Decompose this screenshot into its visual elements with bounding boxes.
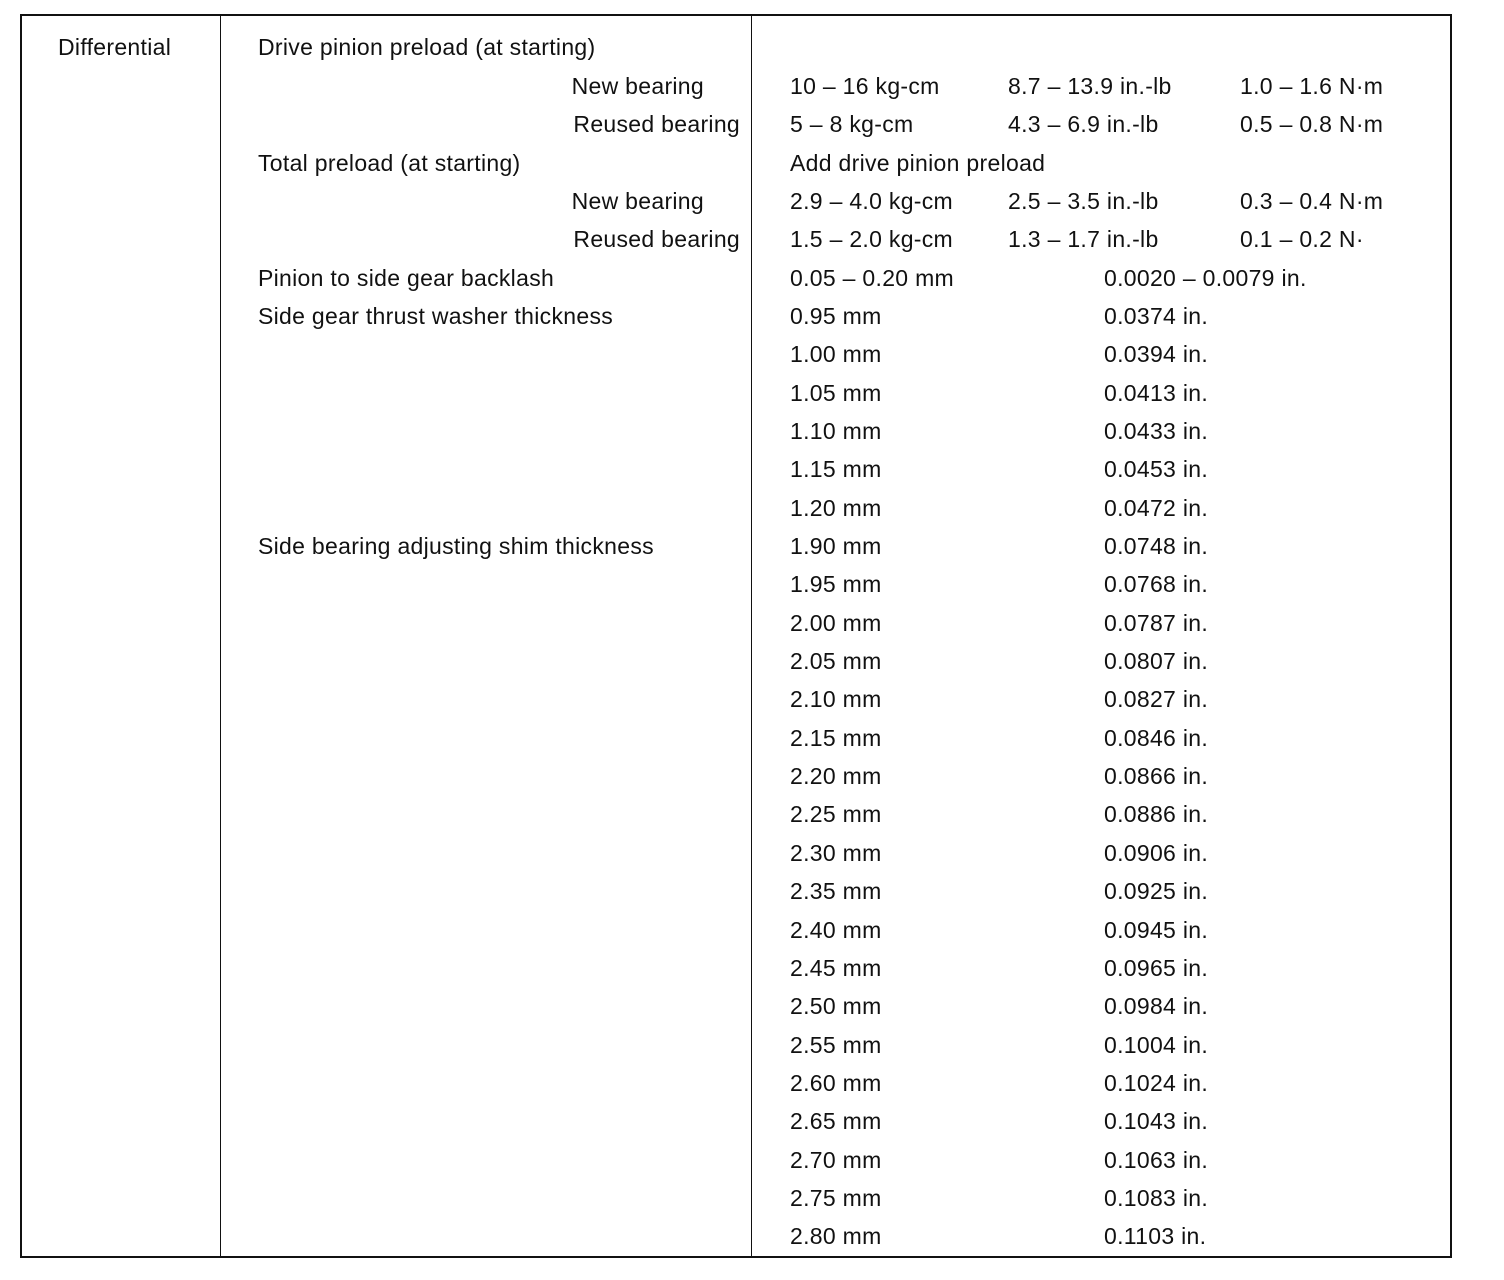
drive-pinion-label: Drive pinion preload (at starting) [258,34,596,60]
thickness-mm: 1.95 mm [790,571,882,598]
total-preload-note: Add drive pinion preload [790,150,1046,176]
backlash-label: Pinion to side gear backlash [258,265,555,291]
thrust-washer-label: Side gear thrust washer thickness [258,303,614,329]
thickness-in: 0.1024 in. [1104,1069,1209,1096]
thickness-mm: 2.65 mm [790,1108,882,1135]
thickness-mm: 2.00 mm [790,609,882,636]
thickness-in: 0.1063 in. [1104,1146,1209,1173]
thickness-in: 0.0906 in. [1104,839,1209,866]
drive-pinion-reused-kgcm: 5 – 8 kg-cm [790,111,914,137]
thickness-mm: 1.90 mm [790,533,882,559]
total-preload-label: Total preload (at starting) [258,150,521,176]
thickness-in: 0.0768 in. [1104,571,1209,598]
thickness-mm: 1.10 mm [790,418,882,445]
drive-pinion-reused-inlb: 4.3 – 6.9 in.-lb [1008,111,1159,137]
thickness-mm: 2.10 mm [790,686,882,713]
thickness-in: 0.0827 in. [1104,686,1209,713]
thickness-mm: 2.45 mm [790,954,882,981]
thickness-mm: 1.00 mm [790,341,882,368]
thickness-in: 0.0787 in. [1104,609,1209,636]
thickness-mm: 2.55 mm [790,1031,882,1058]
column-divider [751,16,752,1256]
thickness-in: 0.0413 in. [1104,379,1209,406]
thickness-in: 0.1043 in. [1104,1108,1209,1135]
thickness-in: 0.0886 in. [1104,801,1209,828]
drive-pinion-new-inlb: 8.7 – 13.9 in.-lb [1008,73,1172,99]
thickness-in: 0.0925 in. [1104,878,1209,905]
thickness-mm: 2.20 mm [790,763,882,790]
total-preload-reused-label: Reused bearing [573,226,740,252]
thickness-in: 0.0807 in. [1104,648,1209,675]
thickness-mm: 1.20 mm [790,494,882,521]
thickness-mm: 2.50 mm [790,993,882,1020]
thickness-in: 0.0433 in. [1104,418,1209,445]
total-preload-reused-inlb: 1.3 – 1.7 in.-lb [1008,226,1159,252]
total-preload-new-nm: 0.3 – 0.4 N·m [1240,188,1384,214]
thickness-in: 0.0866 in. [1104,763,1209,790]
thickness-mm: 2.80 mm [790,1223,882,1250]
thickness-in: 0.0984 in. [1104,993,1209,1020]
shim-label: Side bearing adjusting shim thickness [258,533,654,559]
thickness-mm: 2.15 mm [790,724,882,751]
backlash-mm: 0.05 – 0.20 mm [790,265,955,291]
thickness-in: 0.0453 in. [1104,456,1209,483]
total-preload-new-kgcm: 2.9 – 4.0 kg-cm [790,188,954,214]
total-preload-new-inlb: 2.5 – 3.5 in.-lb [1008,188,1159,214]
thickness-in: 0.0965 in. [1104,954,1209,981]
total-preload-reused-nm: 0.1 – 0.2 N· [1240,226,1364,252]
column-divider [220,16,221,1256]
drive-pinion-new-label: New bearing [571,73,704,99]
thickness-in: 0.0394 in. [1104,341,1209,368]
total-preload-reused-kgcm: 1.5 – 2.0 kg-cm [790,226,954,252]
thickness-in: 0.0945 in. [1104,916,1209,943]
thickness-mm: 2.70 mm [790,1146,882,1173]
thickness-in: 0.0374 in. [1104,303,1209,329]
thickness-mm: 1.15 mm [790,456,882,483]
drive-pinion-reused-nm: 0.5 – 0.8 N·m [1240,111,1384,137]
thickness-mm: 2.60 mm [790,1069,882,1096]
drive-pinion-new-kgcm: 10 – 16 kg-cm [790,73,940,99]
thickness-in: 0.1083 in. [1104,1184,1209,1211]
thickness-mm: 2.75 mm [790,1184,882,1211]
thickness-mm: 2.35 mm [790,878,882,905]
thickness-mm: 2.30 mm [790,839,882,866]
thickness-in: 0.0846 in. [1104,724,1209,751]
category-label: Differential [58,34,172,60]
thickness-mm: 2.25 mm [790,801,882,828]
drive-pinion-new-nm: 1.0 – 1.6 N·m [1240,73,1384,99]
thickness-mm: 1.05 mm [790,379,882,406]
backlash-in: 0.0020 – 0.0079 in. [1104,265,1307,291]
thickness-in: 0.1103 in. [1104,1223,1207,1250]
total-preload-new-label: New bearing [571,188,704,214]
thickness-in: 0.0472 in. [1104,494,1209,521]
thickness-mm: 2.40 mm [790,916,882,943]
thickness-in: 0.1004 in. [1104,1031,1209,1058]
thickness-in: 0.0748 in. [1104,533,1209,559]
drive-pinion-reused-label: Reused bearing [573,111,740,137]
thickness-mm: 2.05 mm [790,648,882,675]
spec-table [20,14,1452,1258]
thickness-mm: 0.95 mm [790,303,882,329]
